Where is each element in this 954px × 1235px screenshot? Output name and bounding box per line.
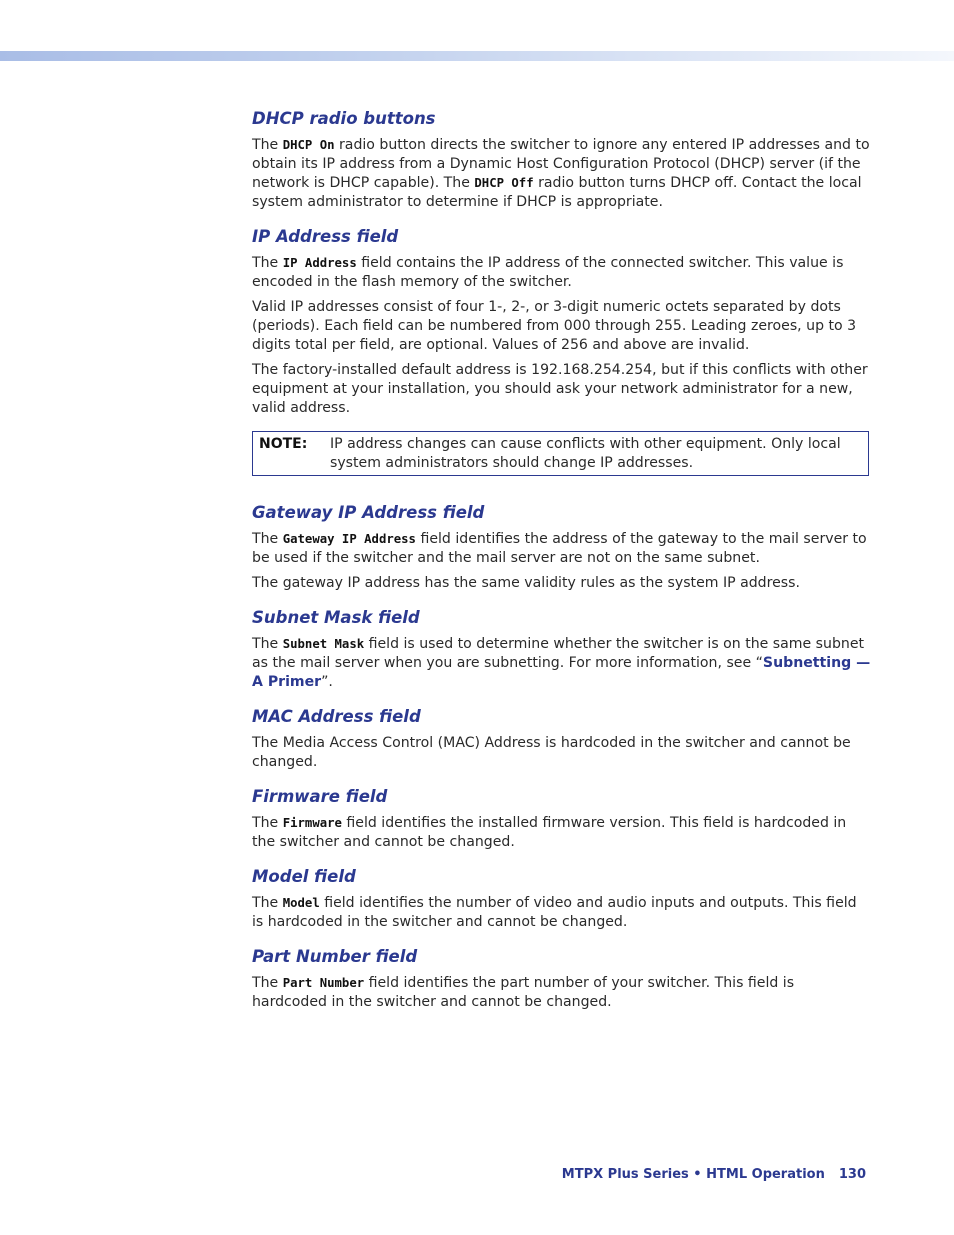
subnet-paragraph: The Subnet Mask field is used to determine whether the switcher is on the same subnet as the mail server when you are subnetting. For more information, see “Subnetting — A Primer”. (252, 636, 871, 690)
part-number-term: Part Number (282, 976, 365, 990)
gateway-paragraph-2: The gateway IP address has the same validity rules as the system IP address. (252, 575, 800, 591)
firmware-paragraph: The Firmware field identifies the installed firmware version. This field is hardcoded in the switcher and cannot be changed. (252, 815, 847, 850)
section-title-dhcp: DHCP radio buttons (252, 109, 436, 128)
page-footer (562, 1167, 866, 1182)
firmware-term: Firmware (282, 816, 342, 830)
page-number: 130 (838, 1167, 866, 1182)
page-content (252, 108, 872, 1026)
footer-series-title: MTPX Plus Series • HTML Operation (561, 1167, 825, 1182)
subnetting-primer-link[interactable]: Subnetting — A Primer (252, 655, 871, 690)
section-title-part-number: Part Number field (252, 947, 418, 966)
note-label: NOTE: (259, 436, 308, 452)
dhcp-paragraph: The DHCP On radio button directs the switcher to ignore any entered IP addresses and to obtain its IP address from a Dynamic Host Configuration Protocol (DHCP) server (if the network is DHCP capable). The DHCP Off radio button turns DHCP off. Contact the local system administrator to determine if DHCP is appropriate. (252, 137, 870, 210)
gateway-paragraph-1: The Gateway IP Address field identifies the address of the gateway to the mail server to be used if the switcher and the mail server are not on the same subnet. (252, 531, 867, 566)
mac-paragraph: The Media Access Control (MAC) Address is hardcoded in the switcher and cannot be changed. (252, 735, 851, 770)
section-part-number (252, 946, 872, 1012)
header-gradient-bar (0, 51, 954, 61)
ip-paragraph-3: The factory-installed default address is 192.168.254.254, but if this conflicts with other equipment at your installation, you should ask your network administrator for a new, valid address. (252, 362, 868, 416)
section-ip-address (252, 226, 872, 476)
section-title-subnet-mask: Subnet Mask field (252, 608, 420, 627)
model-term: Model (282, 896, 320, 910)
ip-paragraph-1: The IP Address field contains the IP address of the connected switcher. This value is encoded in the flash memory of the switcher. (252, 255, 844, 290)
ip-paragraph-2: Valid IP addresses consist of four 1-, 2-, or 3-digit numeric octets separated by dots (periods). Each field can be numbered from 000 through 255. Leading zeroes, up to 3 digits total per field, are optional. Values of 256 and above are invalid. (252, 299, 857, 353)
dhcp-on-term: DHCP On (282, 138, 335, 152)
section-subnet-mask (252, 607, 872, 692)
part-number-paragraph: The Part Number field identifies the part number of your switcher. This field is hardcoded in the switcher and cannot be changed. (252, 975, 795, 1010)
gateway-ip-address-term: Gateway IP Address (282, 532, 416, 546)
section-mac-address (252, 706, 872, 772)
section-title-model: Model field (252, 867, 356, 886)
note-text: IP address changes can cause conflicts with other equipment. Only local system administrators should change IP addresses. (330, 436, 841, 471)
dhcp-off-term: DHCP Off (474, 176, 534, 190)
section-title-ip-address: IP Address field (252, 227, 399, 246)
model-paragraph: The Model field identifies the number of video and audio inputs and outputs. This field is hardcoded in the switcher and cannot be changed. (252, 895, 857, 930)
note-box (252, 431, 869, 476)
section-title-mac-address: MAC Address field (252, 707, 421, 726)
section-model (252, 866, 872, 932)
subnet-mask-term: Subnet Mask (282, 637, 365, 651)
section-dhcp (252, 108, 872, 212)
section-gateway (252, 502, 872, 593)
section-firmware (252, 786, 872, 852)
ip-address-term: IP Address (282, 256, 357, 270)
section-title-firmware: Firmware field (252, 787, 388, 806)
section-title-gateway: Gateway IP Address field (252, 503, 485, 522)
